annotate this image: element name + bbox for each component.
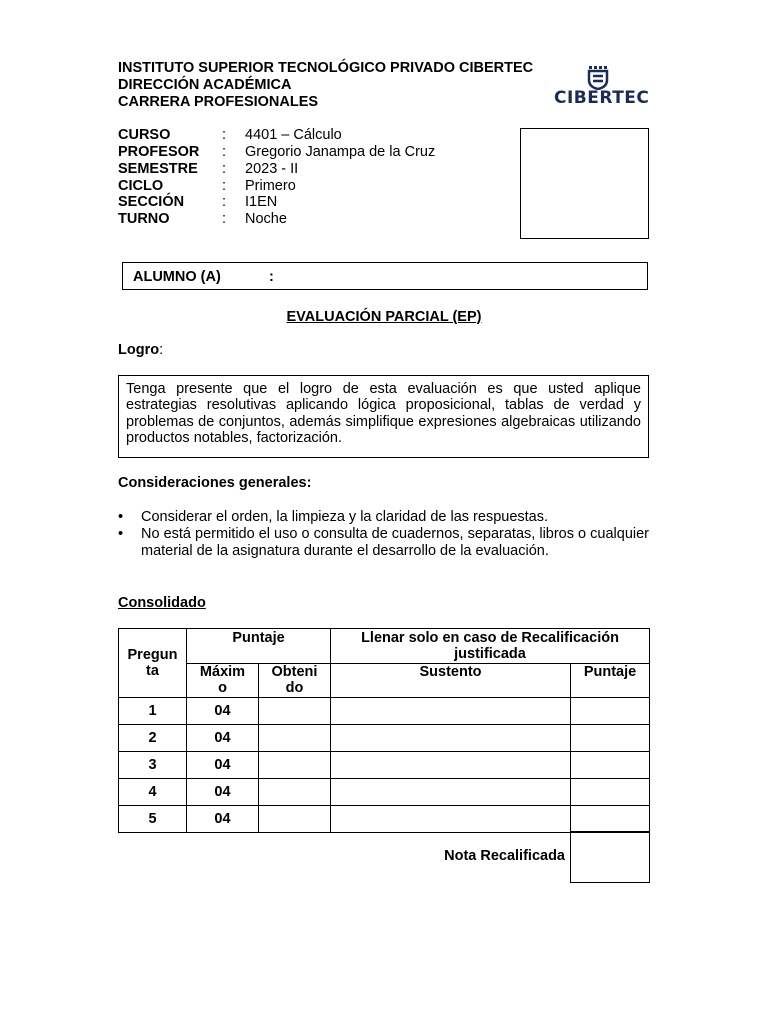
table-row — [119, 725, 650, 752]
header-pregunta — [119, 629, 187, 698]
cell-puntaje[interactable] — [571, 806, 650, 833]
cibertec-logo — [548, 60, 658, 112]
info-colon: : — [222, 144, 227, 160]
header-text: ta — [146, 663, 159, 679]
info-value: 4401 – Cálculo — [245, 127, 342, 143]
cell-puntaje[interactable] — [571, 752, 650, 779]
header-puntaje-recal: Puntaje — [571, 664, 650, 698]
cell-pregunta: 5 — [119, 806, 187, 833]
cell-puntaje[interactable] — [571, 725, 650, 752]
info-colon: : — [222, 127, 227, 143]
header-text: o — [218, 680, 227, 696]
cell-maximo: 04 — [187, 752, 259, 779]
nota-recalificada-field[interactable] — [570, 831, 650, 883]
table-row — [119, 698, 650, 725]
header-recalificacion: Llenar solo en caso de Recalificación justificada — [331, 629, 650, 664]
cell-sustento[interactable] — [331, 779, 571, 806]
cell-obtenido[interactable] — [259, 806, 331, 833]
list-item-text: Considerar el orden, la limpieza y la claridad de las respuestas. — [141, 509, 549, 525]
logro-label: Logro — [118, 342, 160, 358]
nota-recalificada-label: Nota Recalificada — [444, 848, 565, 864]
logo-text: CIBERTEC — [554, 88, 650, 108]
table-row — [119, 806, 650, 833]
cell-maximo: 04 — [187, 698, 259, 725]
grade-box — [520, 128, 649, 239]
student-label: ALUMNO (A) — [133, 269, 221, 285]
header-obtenido — [259, 664, 331, 698]
list-item — [118, 509, 649, 526]
list-item-text: No está permitido el uso o consulta de cuadernos, separatas, libros o cualquier material de la asignatura durante el desarrollo de la evaluación. — [141, 526, 649, 559]
student-colon: : — [269, 269, 274, 285]
cell-obtenido[interactable] — [259, 779, 331, 806]
cell-sustento[interactable] — [331, 752, 571, 779]
info-value: 2023 - II — [245, 161, 299, 177]
header-text: Obteni — [271, 664, 318, 680]
info-label: SECCIÓN — [118, 194, 185, 210]
crest-icon — [548, 60, 658, 90]
info-label: TURNO — [118, 211, 170, 227]
cell-obtenido[interactable] — [259, 698, 331, 725]
header-text: Pregun — [127, 647, 178, 663]
considerations-list — [118, 509, 649, 560]
info-label: CURSO — [118, 127, 171, 143]
logro-text: Tenga presente que el logro de esta evaluación es que usted aplique estrategias resolutivas aplicando lógica proposicional, tablas de verdad y problemas de conjuntos, además simplifique expresiones algebraicas utilizando productos notables, factorización. — [118, 375, 649, 458]
cell-sustento[interactable] — [331, 806, 571, 833]
header-sustento: Sustento — [331, 664, 571, 698]
table-row — [119, 752, 650, 779]
header-text: do — [285, 680, 304, 696]
info-label: SEMESTRE — [118, 161, 198, 177]
header-puntaje: Puntaje — [187, 629, 331, 664]
list-item — [118, 526, 649, 560]
info-value: I1EN — [245, 194, 278, 210]
cell-puntaje[interactable] — [571, 779, 650, 806]
info-label: PROFESOR — [118, 144, 200, 160]
department-name: DIRECCIÓN ACADÉMICA — [118, 77, 292, 93]
header-maximo — [187, 664, 259, 698]
exam-title: EVALUACIÓN PARCIAL (EP) — [286, 309, 482, 325]
consolidado-title: Consolidado — [118, 595, 206, 611]
career-name: CARRERA PROFESIONALES — [118, 94, 319, 110]
grades-table — [118, 628, 650, 833]
logro-colon: : — [159, 342, 164, 358]
header-text: Máxim — [199, 664, 246, 680]
info-label: CICLO — [118, 178, 164, 194]
cell-maximo: 04 — [187, 806, 259, 833]
student-name-field[interactable] — [122, 262, 648, 290]
cell-maximo: 04 — [187, 725, 259, 752]
cell-puntaje[interactable] — [571, 698, 650, 725]
cell-pregunta: 4 — [119, 779, 187, 806]
info-colon: : — [222, 194, 227, 210]
cell-obtenido[interactable] — [259, 752, 331, 779]
cell-pregunta: 2 — [119, 725, 187, 752]
considerations-title: Consideraciones generales: — [118, 475, 312, 491]
institute-name: INSTITUTO SUPERIOR TECNOLÓGICO PRIVADO CIBERTEC — [118, 60, 534, 76]
info-colon: : — [222, 178, 227, 194]
info-colon: : — [222, 211, 227, 227]
cell-sustento[interactable] — [331, 725, 571, 752]
bullet-icon: • — [118, 526, 124, 542]
info-value: Gregorio Janampa de la Cruz — [245, 144, 436, 160]
cell-maximo: 04 — [187, 779, 259, 806]
table-row — [119, 779, 650, 806]
info-value: Noche — [245, 211, 287, 227]
cell-sustento[interactable] — [331, 698, 571, 725]
cell-pregunta: 3 — [119, 752, 187, 779]
info-colon: : — [222, 161, 227, 177]
bullet-icon: • — [118, 509, 124, 525]
cell-pregunta: 1 — [119, 698, 187, 725]
logro-heading — [118, 342, 163, 358]
info-value: Primero — [245, 178, 296, 194]
cell-obtenido[interactable] — [259, 725, 331, 752]
